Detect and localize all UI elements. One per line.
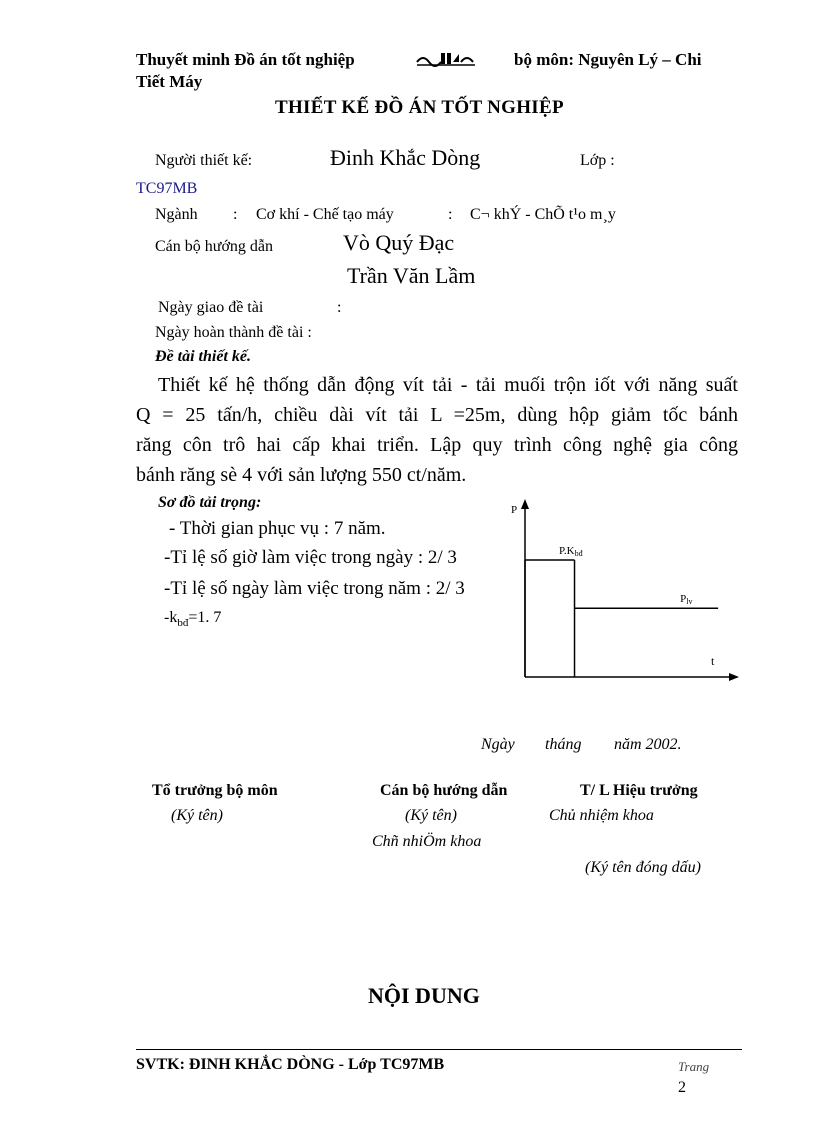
- signature-sign-advisor: (Ký tên): [405, 807, 457, 824]
- kbd-factor: [164, 609, 221, 629]
- advisor-name-2: Trần Văn Lầm: [347, 263, 476, 288]
- load-item: -Tỉ lệ số giờ làm việc trong ngày : 2/ 3: [164, 547, 457, 568]
- topic-paragraph: [136, 370, 738, 490]
- topic-line: bánh răng sè 4 với sản lượng 550 ct/năm.: [136, 464, 467, 486]
- decorative-ornament-icon: [415, 50, 477, 68]
- x-axis-label: t: [711, 654, 715, 668]
- date-month: tháng: [545, 736, 582, 753]
- major-label: Ngành: [155, 206, 198, 223]
- designer-name: Đinh Khắc Dòng: [330, 145, 481, 170]
- major-colon-2: :: [448, 206, 453, 223]
- topic-heading: Đề tài thiết kế.: [155, 348, 251, 365]
- load-heading: Sơ đồ tải trọng:: [158, 494, 262, 511]
- topic-line: Thiết kế hệ thống dẫn động vít tải - tải muối trộn iốt với năng suất: [158, 374, 738, 396]
- load-item: -Tỉ lệ số ngày làm việc trong năm : 2/ 3: [164, 578, 465, 599]
- y-axis-arrow: [521, 499, 529, 509]
- date-day: Ngày: [481, 736, 515, 753]
- footer-rule: [136, 1049, 742, 1050]
- signature-title-advisor: Cán bộ hướng dẫn: [380, 782, 508, 799]
- complete-date-label: Ngày hoàn thành đề tài :: [155, 324, 312, 341]
- signature-title-dept-head: Tổ trưởng bộ môn: [152, 782, 278, 799]
- header-right: bộ môn: Nguyên Lý – Chi: [514, 50, 702, 69]
- advisor-label: Cán bộ hướng dẫn: [155, 238, 274, 255]
- class-value: TC97MB: [136, 180, 198, 197]
- class-label: Lớp :: [580, 152, 615, 169]
- kbd-subscript: bđ: [177, 617, 189, 630]
- series-label-2: Plv: [680, 593, 693, 607]
- load-item: - Thời gian phục vụ : 7 năm.: [169, 518, 386, 539]
- header-right-continued: Tiết Máy: [136, 72, 203, 91]
- signature-rector-subtitle: Chủ nhiệm khoa: [549, 807, 654, 824]
- footer-left: SVTK: ĐINH KHẮC DÒNG - Lớp TC97MB: [136, 1056, 445, 1073]
- header-left: Thuyết minh Đồ án tốt nghiệp: [136, 50, 355, 69]
- major-value: Cơ khí - Chế tạo máy: [256, 206, 394, 223]
- footer-page-number: 2: [678, 1079, 686, 1096]
- footer-page-label: Trang: [678, 1059, 710, 1074]
- topic-line: Q = 25 tấn/h, chiều dài vít tải L =25m, dùng hộp giảm tốc bánh: [136, 404, 738, 426]
- assign-date-colon: :: [337, 299, 342, 316]
- signature-title-rector: T/ L Hiệu trưởng: [580, 782, 698, 799]
- y-axis-label: P: [511, 504, 518, 516]
- page-title: THIẾT KẾ ĐỒ ÁN TỐT NGHIỆP: [275, 97, 564, 118]
- section-title: NỘI DUNG: [368, 983, 480, 1008]
- signature-advisor-extra: Chñ nhiÖm khoa: [372, 833, 482, 850]
- topic-line: răng côn trô hai cấp khai triển. Lập quy trình công nghệ gia công: [136, 434, 738, 456]
- load-chart: [505, 495, 745, 690]
- major-colon-1: :: [233, 206, 238, 223]
- advisor-name-1: Vò Quý Đạc: [343, 230, 455, 255]
- series-label-1: P.Kbđ: [559, 545, 583, 559]
- signature-sign-dept-head: (Ký tên): [171, 807, 223, 824]
- assign-date-label: Ngày giao đề tài: [158, 299, 264, 316]
- major-value-garbled: C¬ khÝ - ChÕ t¹o m¸y: [470, 206, 616, 223]
- kbd-value: =1. 7: [188, 609, 222, 626]
- signature-sign-rector: (Ký tên đóng dấu): [585, 859, 701, 876]
- date-year: năm 2002.: [614, 736, 682, 753]
- designer-label: Người thiết kế:: [155, 152, 253, 169]
- x-axis-arrow: [729, 673, 739, 681]
- kbd-prefix: -k: [164, 609, 178, 626]
